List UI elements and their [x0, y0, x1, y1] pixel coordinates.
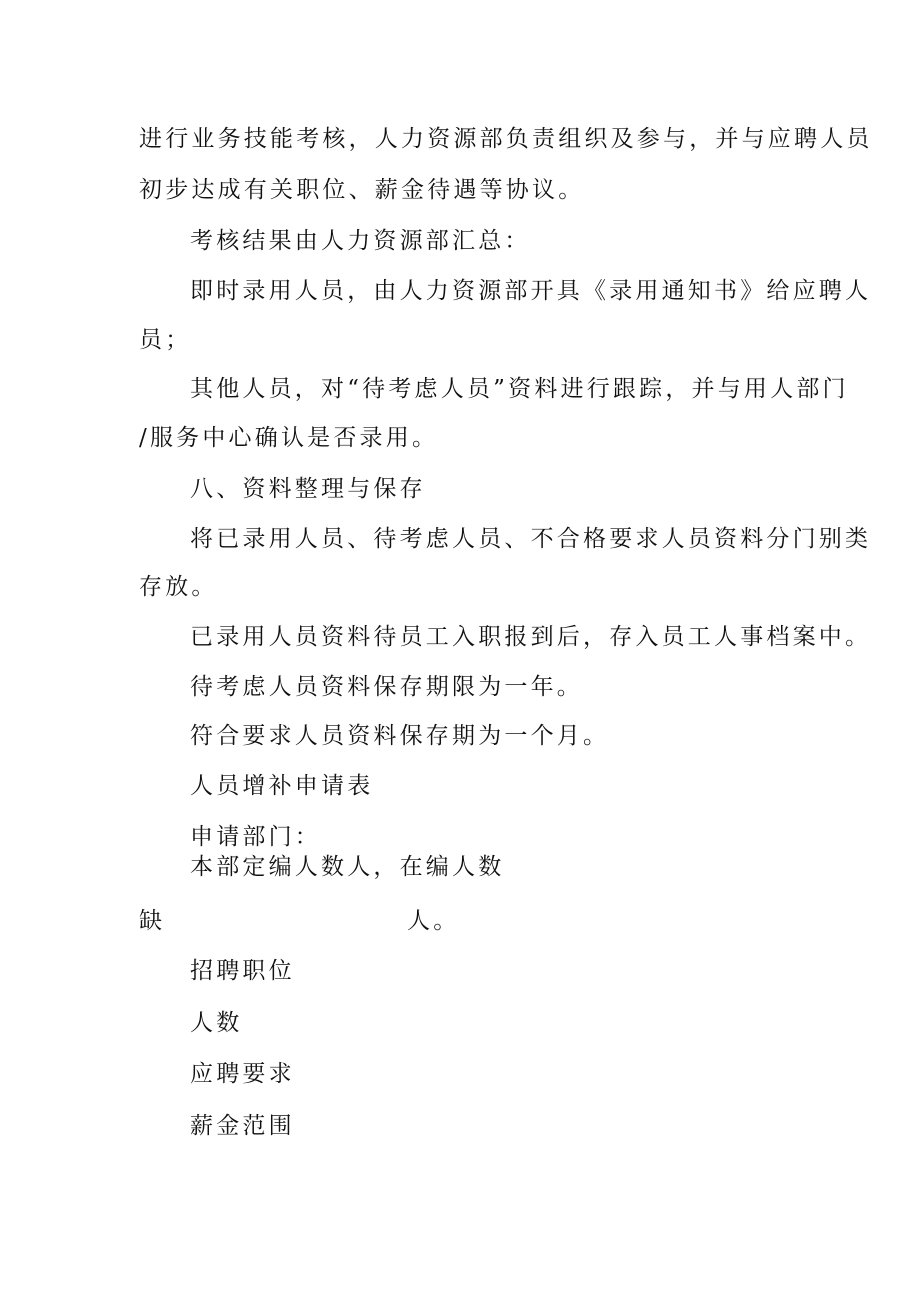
- form-department-label: 申请部门：: [190, 824, 321, 850]
- form-field-requirements: 应聘要求: [190, 1061, 295, 1087]
- paragraph-line-6: 其他人员，对“待考虑人员”资料进行跟踪，并与用人部门: [190, 376, 849, 402]
- form-field-count: 人数: [190, 1010, 243, 1036]
- paragraph-line-7: /服务中心确认是否录用。: [139, 425, 439, 451]
- paragraph-line-2: 初步达成有关职位、薪金待遇等协议。: [139, 177, 585, 203]
- section-heading: 八、资料整理与保存: [190, 476, 426, 502]
- paragraph-line-5: 员；: [139, 327, 192, 353]
- form-headcount-label: 本部定编人数人，在编人数: [190, 854, 505, 880]
- shortage-label: 缺: [139, 908, 166, 934]
- form-field-salary-range: 薪金范围: [190, 1113, 295, 1139]
- paragraph-line-3: 考核结果由人力资源部汇总：: [190, 228, 531, 254]
- shortage-unit: 人。: [407, 908, 460, 934]
- paragraph-line-12: 待考虑人员资料保存期限为一年。: [190, 674, 583, 700]
- shortage-row: [139, 906, 460, 936]
- paragraph-line-11: 已录用人员资料待员工入职报到后，存入员工人事档案中。: [190, 624, 872, 650]
- paragraph-line-1: 进行业务技能考核，人力资源部负责组织及参与，并与应聘人员: [139, 126, 873, 152]
- paragraph-line-10: 存放。: [139, 574, 218, 600]
- paragraph-line-9: 将已录用人员、待考虑人员、不合格要求人员资料分门别类: [190, 526, 872, 552]
- form-field-position: 招聘职位: [190, 958, 295, 984]
- paragraph-line-13: 符合要求人员资料保存期为一个月。: [190, 723, 610, 749]
- form-title: 人员增补申请表: [190, 773, 374, 799]
- paragraph-line-4: 即时录用人员，由人力资源部开具《录用通知书》给应聘人: [190, 278, 872, 304]
